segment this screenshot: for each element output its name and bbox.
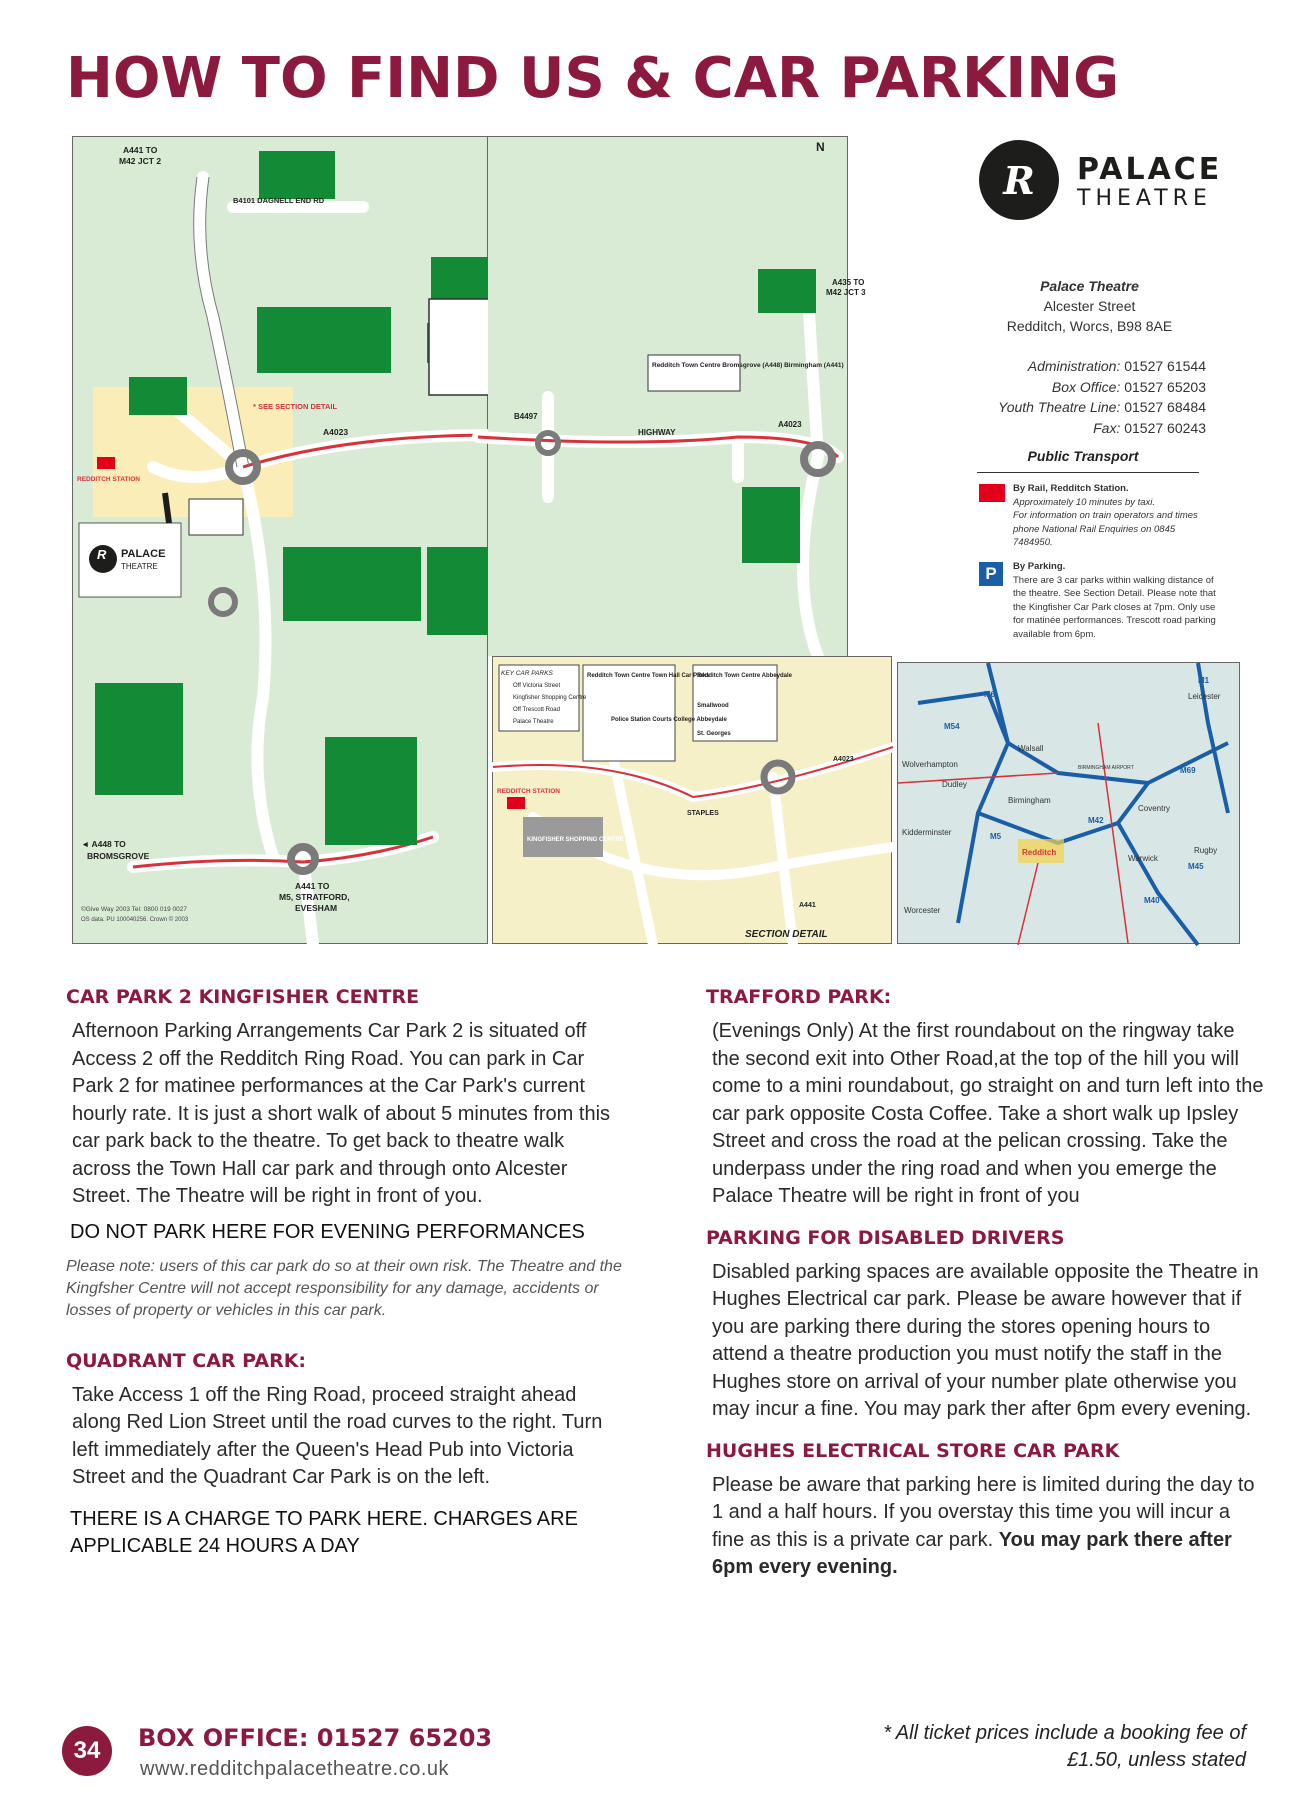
map-credit: ©Give Way 2003 Tel: 0800 019 0027	[81, 906, 187, 913]
label-bromsgrove: BROMSGROVE	[87, 851, 150, 861]
footer-box-office: BOX OFFICE: 01527 65203	[138, 1724, 493, 1752]
place-worcester: Worcester	[904, 906, 941, 915]
section-detail-drawing	[493, 657, 893, 945]
label-b4497: B4497	[514, 412, 538, 421]
label-m5-stratford: M5, STRATFORD,	[279, 892, 350, 902]
sign-tc-stgeorges	[189, 499, 243, 535]
trafford-body: (Evenings Only) At the first roundabout on the ringway take the second exit into Other Road,at the top of the hill you will come to a mini roundabout, go straight on and turn left into the car park opposite Costa Coffee. Take a short walk up Ipsley Street and cross the road at the pelican crossing. Take the underpass under the ring road and when you emerge the Palace Theatre will be right in front of you	[712, 1020, 1264, 1207]
key-2: Kingfisher Shopping Centre	[513, 695, 587, 701]
label-sign-tc: Redditch Town Centre Bromsgrove (A448) Birmingham (A441)	[652, 362, 844, 369]
label-a4023: A4023	[323, 427, 349, 437]
key-3: Off Trescott Road	[513, 707, 560, 713]
rail-line2: For information on train operators and times phone National Rail Enquiries on 0845 7484950.	[1013, 510, 1198, 548]
disabled-body: Disabled parking spaces are available opposite the Theatre in Hughes Electrical car park. Please be aware however that if you are parking there during the stores opening hours to attend a theatre production you must notify the staff in the Hughes store on arrival of your number plate otherwise you may incur a fine. You may park ther after 6pm every evening.	[712, 1260, 1259, 1420]
route-map-east	[488, 136, 866, 656]
label-a441-top: A441 TO	[123, 145, 158, 155]
kingfisher-warning: DO NOT PARK HERE FOR EVENING PERFORMANCES	[70, 1220, 585, 1243]
sign-bottom	[325, 737, 417, 845]
section-station-label: REDDITCH STATION	[497, 788, 560, 795]
sign-middle	[283, 547, 421, 621]
sign-tc-bromsgrove-east	[648, 355, 740, 391]
label-a4023-east: A4023	[778, 420, 802, 429]
palace-mini-word1: PALACE	[121, 548, 166, 560]
sign-stgeorges-text: St. Georges	[697, 731, 731, 737]
section-sign-tc	[583, 665, 675, 761]
place-birmingham: Birmingham	[1008, 796, 1051, 805]
label-a448-to: ◄ A448 TO	[81, 839, 126, 849]
parking-icon: P	[979, 562, 1003, 586]
fax-number: 01527 60243	[1124, 419, 1206, 436]
fax-label: Fax:	[1093, 419, 1121, 436]
page-number-badge: 34	[62, 1726, 112, 1776]
place-dudley: Dudley	[942, 780, 967, 789]
contact-fax	[973, 418, 1206, 439]
palace-mini-word2: THEATRE	[121, 562, 158, 571]
boxoffice-label: Box Office:	[1051, 378, 1121, 395]
parking-heading: By Parking.	[1013, 561, 1066, 572]
label-m69: M69	[1180, 766, 1196, 775]
place-redditch: Redditch	[1022, 848, 1057, 857]
section-detail-map	[492, 656, 892, 944]
label-a441-to: A441 TO	[295, 881, 330, 891]
route-map	[72, 136, 488, 944]
place-kidderminster: Kidderminster	[902, 828, 952, 837]
sign-evesham-studley-east	[742, 487, 800, 563]
hughes-text	[706, 1472, 1266, 1582]
label-station: REDDITCH STATION	[77, 476, 140, 483]
kingfisher-heading: CAR PARK 2 KINGFISHER CENTRE	[66, 986, 420, 1008]
label-evesham: EVESHAM	[295, 903, 338, 913]
boxoffice-number: 01527 65203	[1124, 378, 1206, 395]
venue-name: Palace Theatre	[1040, 278, 1139, 294]
label-see-section: * SEE SECTION DETAIL	[253, 402, 338, 411]
parking-text: There are 3 car parks within walking distance of the theatre. See Section Detail. Please note that the Kingfisher Car Park closes at 7pm. Only use for matinée performances. Trescott road parking available from 6pm.	[1013, 574, 1216, 640]
region-map	[897, 662, 1240, 944]
sign-police-text: Police Station Courts College Abbeydale	[611, 717, 727, 723]
section-a441: A441	[799, 902, 816, 909]
key-4: Palace Theatre	[513, 719, 554, 725]
footer-fee-note: * All ticket prices include a booking fee of £1.50, unless stated	[883, 1722, 1246, 1771]
quadrant-heading: QUADRANT CAR PARK:	[66, 1349, 307, 1372]
quadrant-body: Take Access 1 off the Ring Road, proceed straight ahead along Red Lion Street until the road curves to the right. Turn left immediately after the Queen's Head Pub into Victoria Street and the Quadrant Car Park is on the left.	[72, 1383, 603, 1488]
sign-abbeydale-text: Redditch Town Centre Abbeydale	[697, 673, 793, 679]
place-rugby: Rugby	[1194, 846, 1218, 855]
label-b4101: B4101 DAGNELL END RD	[233, 196, 325, 205]
label-m45: M45	[1188, 862, 1204, 871]
roundabout	[211, 590, 235, 614]
contact-admin	[973, 356, 1206, 377]
hughes-heading: HUGHES ELECTRICAL STORE CAR PARK	[706, 1439, 1120, 1462]
sign-warwick	[95, 683, 183, 795]
palace-logo: R	[979, 140, 1059, 220]
place-walsall: Walsall	[1018, 744, 1044, 753]
sign-tc-text: Redditch Town Centre Town Hall Car Parks	[587, 673, 710, 679]
contact-numbers	[973, 356, 1206, 438]
place-airport: BIRMINGHAM AIRPORT	[1078, 765, 1134, 771]
section-caption: SECTION DETAIL	[745, 929, 828, 940]
left-column	[66, 984, 626, 1560]
route-map-drawing	[73, 137, 489, 945]
page-title: HOW TO FIND US & CAR PARKING	[66, 46, 1120, 111]
location-maps	[72, 136, 1240, 944]
label-m40: M40	[1144, 896, 1160, 905]
rail-icon	[979, 484, 1005, 502]
motorways	[918, 663, 1228, 945]
label-m5: M5	[990, 832, 1002, 841]
north-indicator: N	[816, 140, 825, 154]
rail-heading: By Rail, Redditch Station.	[1013, 483, 1129, 494]
palace-mini-mark: R	[97, 547, 107, 562]
contact-youth	[973, 397, 1206, 418]
rail-info	[1013, 482, 1213, 550]
youth-number: 01527 68484	[1124, 399, 1206, 415]
sign-evesham	[129, 377, 187, 415]
street: Alcester Street	[1043, 298, 1136, 314]
rail-symbol	[97, 457, 115, 469]
disabled-heading: PARKING FOR DISABLED DRIVERS	[706, 1226, 1065, 1249]
kingfisher-note: Please note: users of this car park do so at their own risk. The Theatre and the Kingfsher Centre will not accept responsibility for any damage, accidents or losses of property or vehicles in this car park.	[66, 1257, 622, 1319]
admin-number: 01527 61544	[1124, 358, 1206, 374]
public-transport-title: Public Transport	[1027, 448, 1139, 464]
place-leicester: Leicester	[1188, 692, 1221, 701]
trafford-heading: TRAFFORD PARK:	[706, 986, 892, 1008]
palace-pointer	[165, 493, 169, 523]
sign-redditch-bromsgrove-east	[758, 269, 816, 313]
parking-info	[1013, 560, 1223, 641]
right-column	[706, 984, 1266, 1582]
label-m42: M42	[1088, 816, 1104, 825]
rail-line1: Approximately 10 minutes by taxi.	[1013, 496, 1156, 508]
map-credit-os: OS data. PU 100040256. Crown © 2003	[81, 917, 189, 923]
staples-label: STAPLES	[687, 810, 719, 817]
label-m42-jct3: M42 JCT 3	[826, 288, 866, 297]
key-title: KEY CAR PARKS	[501, 670, 553, 677]
place-wolverhampton: Wolverhampton	[902, 760, 958, 769]
kingfisher-body: Afternoon Parking Arrangements Car Park 2 is situated off Access 2 off the Redditch Ring Road. You can park in Car Park 2 for matinee performances at the Car Park's current hourly rate. It is just a short walk of about 5 minutes from this car park back to the theatre. To get back to theatre walk across the Town Hall car park and through onto Alcester Street. The Theatre will be right in front of you.	[72, 1020, 611, 1207]
kingfisher-label: KINGFISHER SHOPPING CENTRE	[527, 837, 624, 843]
sign-evesham-studley	[427, 547, 489, 635]
logo-word-palace: PALACE	[1077, 152, 1223, 187]
label-m6: M6	[984, 690, 996, 699]
place-warwick: Warwick	[1128, 854, 1158, 863]
label-a435-to: A435 TO	[832, 278, 865, 287]
admin-label: Administration:	[1027, 358, 1121, 374]
section-a4023: A4023	[833, 756, 854, 763]
youth-label: Youth Theatre Line:	[998, 399, 1121, 415]
label-m54: M54	[944, 722, 960, 731]
contact-boxoffice	[973, 377, 1206, 398]
section-rail-icon	[507, 797, 525, 809]
label-m1: M1	[1198, 676, 1210, 685]
hughes-body: Please be aware that parking here is limited during the day to 1 and a half hours. If you overstay this time you will incur a fine as this is a private car park.	[712, 1473, 1255, 1551]
quadrant-charge: THERE IS A CHARGE TO PARK HERE. CHARGES ARE APPLICABLE 24 HOURS A DAY	[70, 1507, 578, 1557]
key-1: Off Victoria Street	[513, 683, 561, 689]
route-map-east-drawing	[488, 137, 866, 657]
place-coventry: Coventry	[1138, 804, 1171, 813]
label-highway: HIGHWAY	[638, 428, 676, 437]
footer-url[interactable]: www.redditchpalacetheatre.co.uk	[140, 1758, 449, 1780]
east-roads	[478, 297, 838, 657]
logo-word-theatre: THEATRE	[1077, 186, 1212, 211]
sign-coventry	[257, 307, 391, 373]
town: Redditch, Worcs, B98 8AE	[1006, 318, 1173, 334]
sign-smallwood-text: Smallwood	[697, 703, 729, 709]
divider	[977, 472, 1199, 473]
sign-beoley	[259, 151, 335, 199]
theatre-address	[973, 276, 1206, 336]
region-map-drawing	[898, 663, 1241, 945]
hughes-bold: You may park there after 6pm every evening.	[712, 1528, 1232, 1578]
label-m42-jct2: M42 JCT 2	[119, 156, 162, 166]
